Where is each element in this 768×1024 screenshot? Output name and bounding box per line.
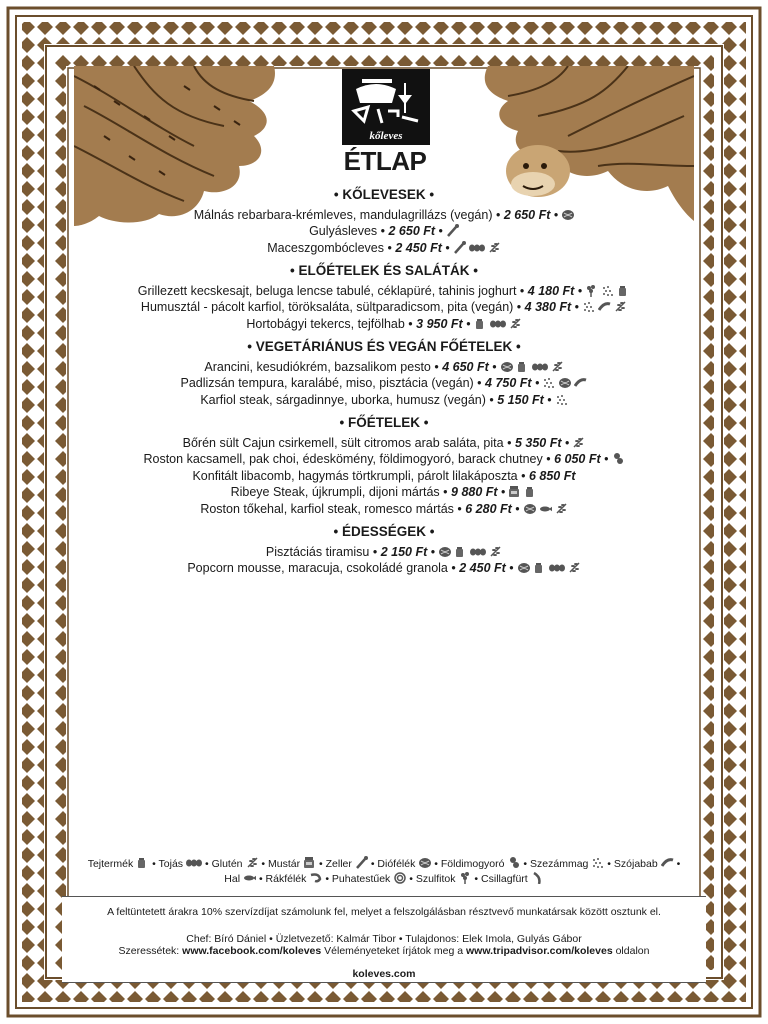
legend-label: Glutén	[211, 858, 243, 870]
walnut-icon	[438, 545, 451, 558]
menu-content	[110, 180, 658, 577]
menu-item-price: 2 450 Ft	[395, 240, 442, 255]
koleves-logo	[342, 69, 430, 145]
menu-item: Karfiol steak, sárgadinnye, uborka, humusz (vegán) • 5 150 Ft •	[110, 392, 658, 409]
menu-item-name: Arancini, kesudiókrém, bazsalikom pesto •	[204, 359, 439, 374]
sesame-icon	[582, 300, 595, 313]
menu-item-name: Bőrén sült Cajun csirkemell, sült citromos arab saláta, pita •	[182, 435, 512, 450]
menu-item: Hortobágyi tekercs, tejfölhab • 3 950 Ft •	[110, 316, 658, 333]
walnut-icon	[500, 360, 513, 373]
mustard-icon	[303, 856, 316, 869]
website-link[interactable]: koleves.com	[352, 967, 416, 980]
social-prefix: Szeressétek:	[118, 945, 180, 957]
menu-item-name: Konfitált libacomb, hagymás törtkrumpli, párolt lilakáposzta •	[192, 468, 526, 483]
legend-label: Szulfitok	[415, 873, 456, 885]
legend-label: Tojás	[158, 858, 184, 870]
gluten-icon	[555, 502, 568, 515]
sesame-icon	[601, 284, 614, 297]
egg-icon	[490, 317, 506, 330]
lupin-pod-icon	[531, 871, 544, 884]
milk-icon	[474, 317, 487, 330]
fish-icon	[243, 871, 256, 884]
facebook-link[interactable]: www.facebook.com/koleves	[182, 945, 322, 957]
menu-item-price: 2 150 Ft	[380, 544, 428, 559]
shell-icon	[393, 871, 406, 884]
menu-item-name: Pisztáciás tiramisu •	[265, 544, 378, 559]
menu-item: Pisztáciás tiramisu • 2 150 Ft •	[110, 544, 658, 561]
shrimp-icon	[309, 871, 322, 884]
legend-label: Csillagfürt	[481, 873, 528, 885]
menu-item: Gulyásleves • 2 650 Ft •	[110, 223, 658, 240]
menu-item-price: 6 280 Ft	[465, 501, 512, 516]
legend-label: Tejtermék	[87, 858, 134, 870]
milk-icon	[516, 360, 529, 373]
peanut-icon	[508, 856, 521, 869]
gluten-icon	[614, 300, 627, 313]
legend-label: Szezámmag	[530, 858, 589, 870]
menu-item: Roston tőkehal, karfiol steak, romesco mártás • 6 280 Ft •	[110, 501, 658, 518]
legend-label: Rákfélék	[265, 873, 307, 885]
legend-label: Hal	[224, 873, 241, 885]
menu-item-price: 4 380 Ft	[524, 300, 572, 314]
menu-item-price: 9 880 Ft	[451, 485, 498, 499]
gluten-icon	[509, 317, 522, 330]
menu-item-name: Karfiol steak, sárgadinnye, uborka, humusz (vegán) •	[200, 392, 494, 407]
walnut-icon	[558, 376, 571, 389]
menu-item-price: 5 350 Ft	[514, 435, 562, 450]
mustard-icon	[508, 485, 521, 498]
menu-item: Ribeye Steak, újkrumpli, dijoni mártás • 9 880 Ft •	[110, 484, 658, 501]
sesame-icon	[542, 376, 555, 389]
menu-item-price: 4 180 Ft	[527, 283, 575, 298]
menu-item-price: 4 650 Ft	[442, 359, 489, 374]
menu-item-price: 4 750 Ft	[485, 376, 532, 390]
gluten-icon	[489, 545, 502, 558]
logo-brand-text: kőleves	[369, 130, 403, 142]
walnut-icon	[561, 208, 574, 221]
menu-item: Maceszgombócleves • 2 450 Ft •	[110, 240, 658, 257]
tripadvisor-link[interactable]: www.tripadvisor.com/koleves	[466, 945, 613, 957]
milk-icon	[617, 284, 630, 297]
fish-icon	[539, 502, 552, 515]
footer-box	[62, 896, 706, 983]
menu-item: Humusztál - pácolt karfiol, töröksaláta, sültparadicsom, pita (vegán) • 4 380 Ft •	[110, 299, 658, 316]
menu-item-name: Padlizsán tempura, karalábé, miso, pisztácia (vegán) •	[180, 376, 482, 390]
menu-item-price: 5 150 Ft	[497, 392, 544, 407]
egg-icon	[186, 856, 202, 869]
menu-title: ÉTLAP	[343, 146, 427, 176]
sesame-icon	[591, 856, 604, 869]
gluten-icon	[488, 241, 501, 254]
staff-credits: Chef: Bíró Dániel • Üzletvezető: Kalmár Tibor • Tulajdonos: Elek Imola, Gulyás Gábor	[186, 932, 582, 945]
legend-label: Szójabab	[613, 858, 658, 870]
section-title: • ÉDESSÉGEK •	[333, 524, 435, 539]
egg-icon	[469, 241, 485, 254]
section-title: • VEGETÁRIÁNUS ÉS VEGÁN FŐÉTELEK •	[247, 339, 521, 354]
walnut-icon	[517, 561, 530, 574]
section-title: • ELŐÉTELEK ÉS SALÁTÁK •	[290, 263, 478, 278]
menu-item-name: Ribeye Steak, újkrumpli, dijoni mártás •	[230, 485, 448, 499]
egg-icon	[470, 545, 486, 558]
celery-icon	[355, 856, 368, 869]
menu-item-name: Grillezett kecskesajt, beluga lencse tabulé, céklapüré, tahinis joghurt •	[137, 283, 525, 298]
menu-item: Bőrén sült Cajun csirkemell, sült citromos arab saláta, pita • 5 350 Ft •	[110, 435, 658, 452]
service-charge-note: A feltüntetett árakra 10% szervízdíjat számolunk fel, melyet a felszolgálásban résztvevő munkatársak között osztunk el.	[107, 906, 661, 918]
menu-item-name: Maceszgombócleves •	[267, 240, 392, 255]
section-title: • KŐLEVESEK •	[333, 187, 435, 202]
menu-item-price: 6 050 Ft	[554, 452, 601, 466]
legend-label: Puhatestűek	[331, 873, 391, 885]
menu-item-name: Roston kacsamell, pak choi, édeskömény, földimogyoró, barack chutney •	[143, 452, 551, 466]
menu-item: Roston kacsamell, pak choi, édeskömény, földimogyoró, barack chutney • 6 050 Ft •	[110, 451, 658, 468]
section-title: • FŐÉTELEK •	[339, 415, 429, 430]
gluten-icon	[551, 360, 564, 373]
egg-icon	[549, 561, 565, 574]
lupin-icon	[585, 284, 598, 297]
social-middle: Véleményeteket írjátok meg a	[324, 945, 464, 957]
sesame-icon	[555, 393, 568, 406]
gluten-icon	[572, 436, 585, 449]
soy-icon	[598, 300, 611, 313]
walnut-icon	[418, 856, 431, 869]
menu-item-price: 2 450 Ft	[459, 561, 506, 575]
egg-icon	[532, 360, 548, 373]
menu-item: Arancini, kesudiókrém, bazsalikom pesto • 4 650 Ft •	[110, 359, 658, 376]
menu-item-name: Popcorn mousse, maracuja, csokoládé granola •	[187, 561, 456, 575]
social-suffix: oldalon	[615, 945, 650, 957]
social-links	[62, 945, 706, 958]
soy-icon	[661, 856, 674, 869]
menu-item-name: Roston tőkehal, karfiol steak, romesco mártás •	[200, 501, 462, 516]
menu-item-price: 3 950 Ft	[416, 316, 463, 331]
menu-item-name: Málnás rebarbara-krémleves, mandulagrillázs (vegán) •	[193, 207, 501, 222]
soy-icon	[574, 376, 587, 389]
peanut-icon	[612, 452, 625, 465]
menu-item-name: Humusztál - pácolt karfiol, töröksaláta, sültparadicsom, pita (vegán) •	[140, 300, 522, 314]
menu-item-price: 2 650 Ft	[388, 224, 436, 238]
legend-label: Mustár	[268, 858, 301, 870]
milk-icon	[136, 856, 149, 869]
lupin-icon	[459, 871, 472, 884]
menu-item-name: Gulyásleves •	[309, 224, 386, 238]
menu-item-price: 2 650 Ft	[503, 207, 551, 222]
legend-line-1: Tejtermék • Tojás • Glutén • Mustár • Zeller • Diófélék • Földimogyoró • Szezámmag • Szójabab •	[87, 858, 681, 870]
legend-label: Diófélék	[377, 858, 416, 870]
legend-label: Zeller	[325, 858, 352, 870]
menu-item: Padlizsán tempura, karalábé, miso, pisztácia (vegán) • 4 750 Ft •	[110, 375, 658, 392]
milk-icon	[454, 545, 467, 558]
menu-item-name: Hortobágyi tekercs, tejfölhab •	[246, 316, 413, 331]
allergen-legend	[74, 856, 694, 886]
menu-item	[110, 468, 658, 485]
legend-label: Földimogyoró	[440, 858, 505, 870]
menu-item: Grillezett kecskesajt, beluga lencse tabulé, céklapüré, tahinis joghurt • 4 180 Ft •	[110, 283, 658, 300]
milk-icon	[524, 485, 537, 498]
menu-item: Málnás rebarbara-krémleves, mandulagrillázs (vegán) • 2 650 Ft •	[110, 207, 658, 224]
gluten-icon	[568, 561, 581, 574]
menu-item: Popcorn mousse, maracuja, csokoládé granola • 2 450 Ft •	[110, 560, 658, 577]
celery-icon	[446, 224, 459, 237]
milk-icon	[533, 561, 546, 574]
legend-line-2: Hal • Rákfélék • Puhatestűek • Szulfitok • Csillagfürt	[74, 871, 694, 886]
celery-icon	[453, 241, 466, 254]
walnut-icon	[523, 502, 536, 515]
gluten-icon	[246, 856, 259, 869]
menu-item-price: 6 850 Ft	[528, 468, 576, 483]
